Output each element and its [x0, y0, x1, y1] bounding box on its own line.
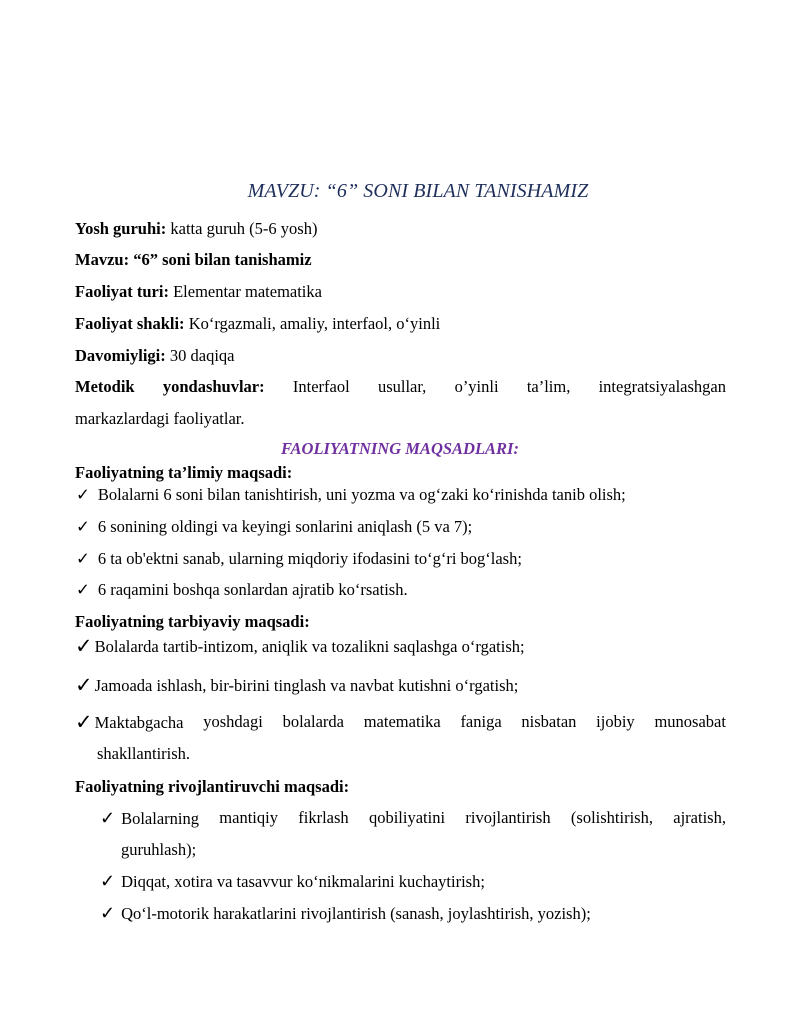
list-item-word: matematika	[363, 712, 441, 731]
list-item: ✓ Qo‘l-motorik harakatlarini rivojlantirish (sanash, joylashtirish, yozish);	[100, 903, 591, 923]
methods-label-word: Metodik	[75, 377, 135, 396]
list-item-word: Maktabgacha	[94, 713, 184, 732]
methods-word: integratsiyalashgan	[598, 377, 726, 396]
checkmark-icon: ✓	[75, 673, 93, 697]
list-item: ✓ Diqqat, xotira va tasavvur ko‘nikmalarini kuchaytirish;	[100, 871, 485, 891]
list-item: ✓ 6 sonining oldingi va keyingi sonlarini aniqlash (5 va 7);	[76, 517, 473, 536]
developmental-goal-heading: Faoliyatning rivojlantiruvchi maqsadi:	[75, 777, 350, 796]
list-item-word: ijobiy	[596, 712, 635, 731]
methods-word: usullar,	[377, 377, 427, 396]
methods-word: Interfaol	[292, 377, 350, 396]
methods-line-continued: markazlardagi faoliyatlar.	[75, 409, 245, 428]
age-group-line	[75, 219, 726, 239]
checkmark-icon: ✓	[100, 808, 116, 828]
list-item-word: nisbatan	[521, 712, 577, 731]
upbringing-goal-heading: Faoliyatning tarbiyaviy maqsadi:	[75, 612, 310, 631]
age-group-value: katta guruh (5-6 yosh)	[166, 219, 318, 238]
topic-label: Mavzu: “6” soni bilan tanishamiz	[75, 250, 312, 269]
list-item-word: ajratish,	[673, 808, 726, 827]
checkmark-icon: ✓	[76, 580, 90, 599]
activity-form-label: Faoliyat shakli:	[75, 314, 185, 333]
checkmark-icon: ✓	[100, 903, 116, 923]
activity-type-value: Elementar matematika	[168, 282, 322, 301]
list-item: ✓ Bolalarda tartib-intizom, aniqlik va tozalikni saqlashga o‘rgatish;	[75, 634, 525, 658]
duration-line	[75, 346, 726, 366]
methods-word: o’yinli	[454, 377, 499, 396]
educational-goal-heading: Faoliyatning ta’limiy maqsadi:	[75, 463, 293, 482]
activity-type-line	[75, 282, 726, 302]
methods-line	[75, 377, 726, 397]
activity-form-line	[75, 314, 726, 334]
list-item-word: (solishtirish,	[570, 808, 653, 827]
checkmark-icon: ✓	[76, 549, 90, 568]
list-item-word: munosabat	[654, 712, 726, 731]
list-item-word: Bolalarning	[121, 809, 199, 828]
topic-line	[75, 250, 726, 270]
list-item	[100, 808, 726, 829]
checkmark-icon: ✓	[75, 710, 93, 734]
list-item: ✓ 6 ta ob'ektni sanab, ularning miqdoriy ifodasini to‘g‘ri bog‘lash;	[76, 549, 522, 568]
list-item: ✓ 6 raqamini boshqa sonlardan ajratib ko‘rsatish.	[76, 580, 408, 599]
checkmark-icon: ✓	[76, 485, 90, 504]
list-item-word: yoshdagi	[203, 712, 263, 731]
list-item: ✓ Jamoada ishlash, bir-birini tinglash va navbat kutishni o‘rgatish;	[75, 673, 519, 697]
goals-heading: FAOLIYATNING MAQSADLARI:	[281, 439, 519, 458]
age-group-label: Yosh guruhi:	[75, 219, 167, 238]
list-item-word: mantiqiy	[219, 808, 278, 827]
list-item	[75, 712, 726, 733]
list-item-word: fikrlash	[298, 808, 349, 827]
checkmark-icon: ✓	[100, 871, 116, 891]
activity-form-value: Ko‘rgazmali, amaliy, interfaol, o‘yinli	[184, 314, 441, 333]
list-item-word: qobiliyatini	[368, 808, 446, 827]
duration-label: Davomiyligi:	[75, 346, 166, 365]
checkmark-icon: ✓	[76, 517, 90, 536]
document-title: MAVZU: “6” SONI BILAN TANISHAMIZ	[247, 180, 589, 202]
list-item-word: bolalarda	[282, 712, 344, 731]
checkmark-icon: ✓	[75, 634, 93, 658]
list-item-word: faniga	[460, 712, 502, 731]
duration-value: 30 daqiqa	[165, 346, 235, 365]
list-item-continued: guruhlash);	[121, 840, 197, 859]
methods-word: ta’lim,	[526, 377, 571, 396]
list-item-word: rivojlantirish	[465, 808, 551, 827]
methods-label-word: yondashuvlar:	[162, 377, 265, 396]
list-item: ✓ Bolalarni 6 soni bilan tanishtirish, uni yozma va og‘zaki ko‘rinishda tanib olish;	[76, 485, 626, 504]
activity-type-label: Faoliyat turi:	[75, 282, 169, 301]
list-item-continued: shakllantirish.	[97, 744, 191, 763]
